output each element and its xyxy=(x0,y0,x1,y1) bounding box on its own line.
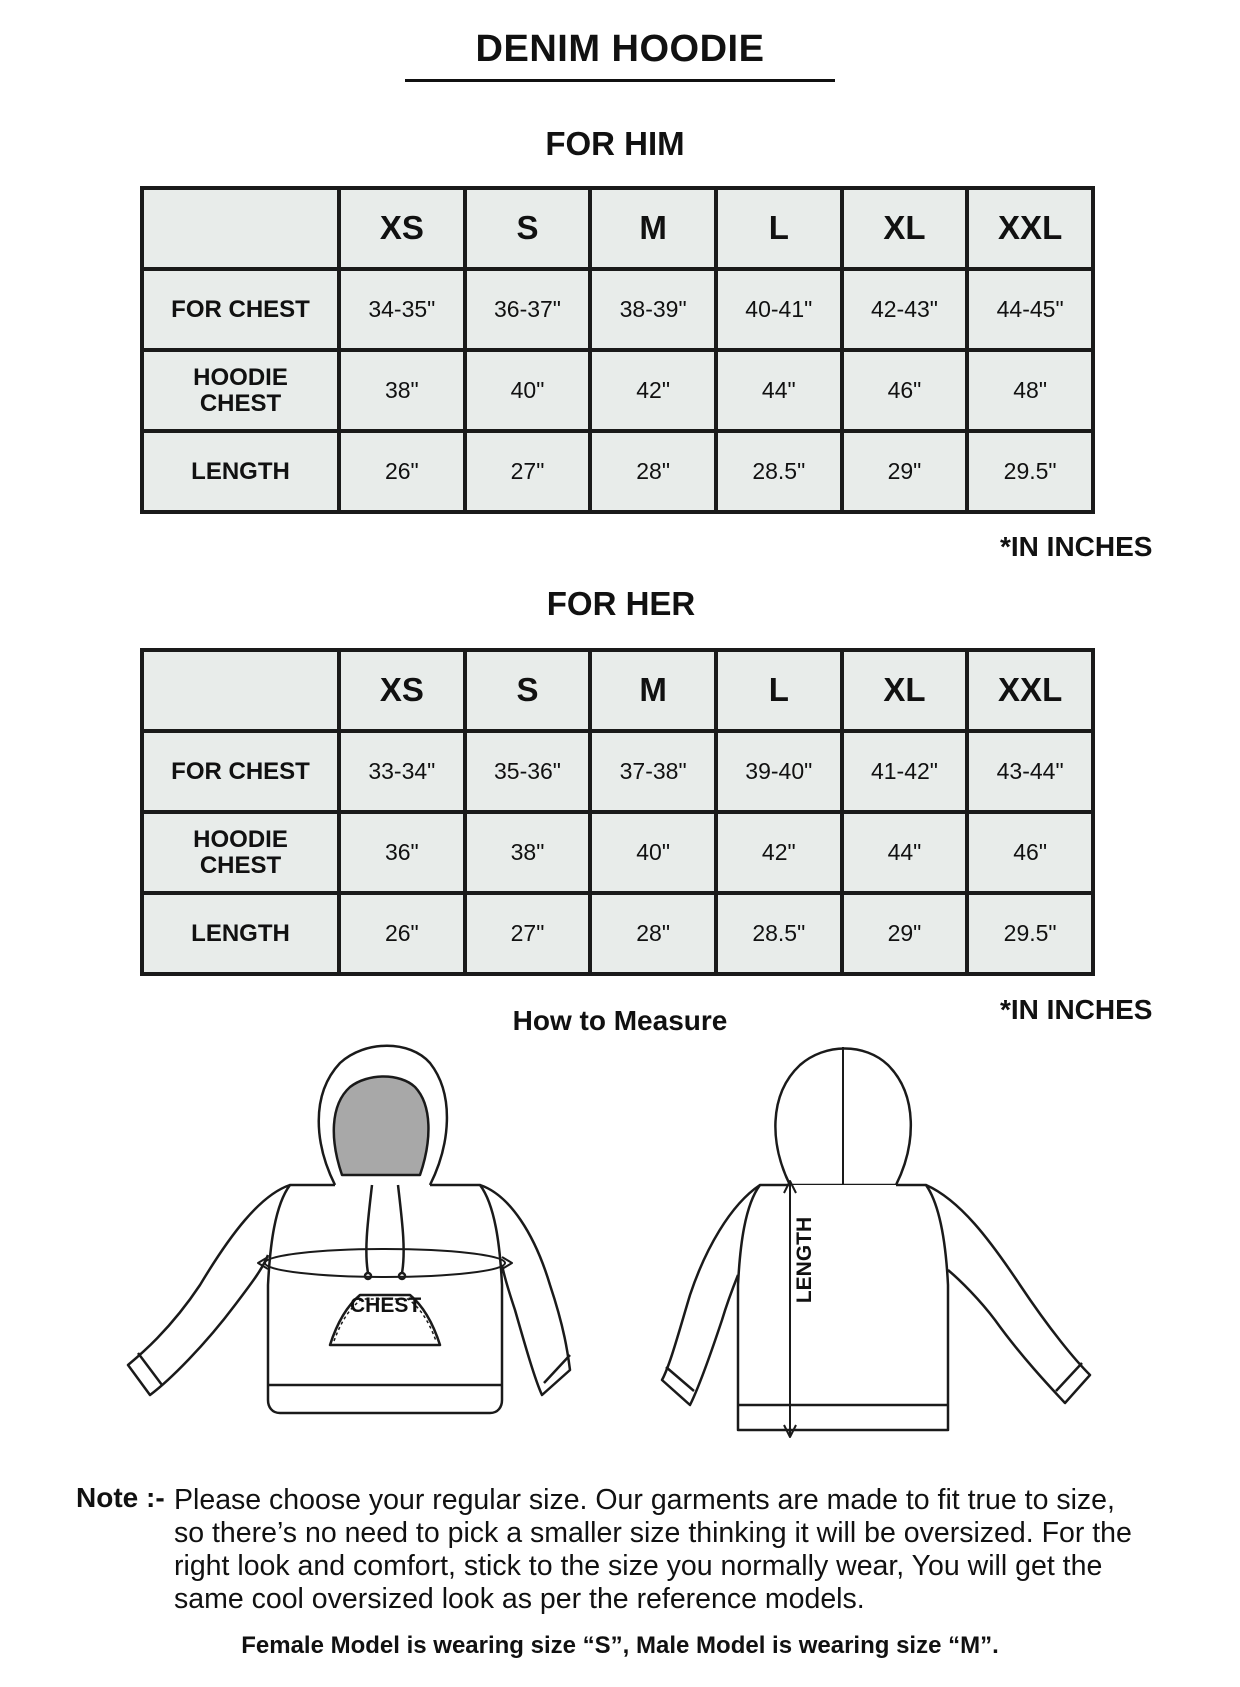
table-cell: 26" xyxy=(339,431,465,512)
table-cell: 39-40" xyxy=(716,731,842,812)
table-cell: 29.5" xyxy=(967,431,1093,512)
table-cell: 28" xyxy=(590,893,716,974)
size-header: XXL xyxy=(967,650,1093,731)
size-header: L xyxy=(716,650,842,731)
table-cell: 27" xyxy=(465,431,591,512)
table-cell: 28.5" xyxy=(716,431,842,512)
length-measure-label: LENGTH xyxy=(793,1216,816,1304)
table-cell: 28" xyxy=(590,431,716,512)
table-cell: 42-43" xyxy=(842,269,968,350)
note-line: Please choose your regular size. Our garments are made to fit true to size, xyxy=(174,1484,1115,1516)
note-line: same cool oversized look as per the reference models. xyxy=(174,1583,865,1615)
table-cell: 29" xyxy=(842,431,968,512)
table-cell: 26" xyxy=(339,893,465,974)
table-header-row xyxy=(142,188,1093,269)
table-cell: 36-37" xyxy=(465,269,591,350)
size-header: L xyxy=(716,188,842,269)
row-label: FOR CHEST xyxy=(142,269,339,350)
table-row xyxy=(142,893,1093,974)
row-label: LENGTH xyxy=(142,893,339,974)
title-underline xyxy=(405,79,835,82)
table-cell: 37-38" xyxy=(590,731,716,812)
size-header: XXL xyxy=(967,188,1093,269)
table-row xyxy=(142,731,1093,812)
table-cell: 36" xyxy=(339,812,465,893)
table-cell: 38-39" xyxy=(590,269,716,350)
table-cell: 43-44" xyxy=(967,731,1093,812)
table-cell: 40-41" xyxy=(716,269,842,350)
table-cell: 29" xyxy=(842,893,968,974)
table-cell: 28.5" xyxy=(716,893,842,974)
table-cell: 46" xyxy=(842,350,968,431)
table-cell: 44" xyxy=(716,350,842,431)
table-cell: 34-35" xyxy=(339,269,465,350)
table-cell: 44-45" xyxy=(967,269,1093,350)
page-title: DENIM HOODIE xyxy=(475,28,765,70)
size-header: XL xyxy=(842,188,968,269)
table-cell: 42" xyxy=(590,350,716,431)
unit-note-him: *IN INCHES xyxy=(1000,531,1153,562)
size-table-him xyxy=(140,186,1095,514)
note-line: right look and comfort, stick to the size you normally wear, You will get the xyxy=(174,1550,1103,1582)
table-row xyxy=(142,812,1093,893)
table-cell: 27" xyxy=(465,893,591,974)
size-header: S xyxy=(465,188,591,269)
table-cell: 29.5" xyxy=(967,893,1093,974)
model-size-footer: Female Model is wearing size “S”, Male Model is wearing size “M”. xyxy=(241,1632,999,1659)
size-header: XS xyxy=(339,650,465,731)
row-label xyxy=(142,812,339,893)
note-line: so there’s no need to pick a smaller size thinking it will be oversized. For the xyxy=(174,1517,1132,1549)
table-cell: 42" xyxy=(716,812,842,893)
header-corner-cell xyxy=(142,188,339,269)
how-to-measure-heading: How to Measure xyxy=(512,1005,728,1036)
size-header: M xyxy=(590,650,716,731)
table-row xyxy=(142,269,1093,350)
size-header: S xyxy=(465,650,591,731)
row-label xyxy=(142,350,339,431)
table-cell: 48" xyxy=(967,350,1093,431)
row-label-line: HOODIE xyxy=(193,364,288,392)
size-header: M xyxy=(590,188,716,269)
table-cell: 38" xyxy=(339,350,465,431)
section-heading-him: FOR HIM xyxy=(545,125,685,162)
note-text xyxy=(174,1484,1174,1616)
header-corner-cell xyxy=(142,650,339,731)
table-cell: 46" xyxy=(967,812,1093,893)
table-cell: 44" xyxy=(842,812,968,893)
size-header: XL xyxy=(842,650,968,731)
table-cell: 35-36" xyxy=(465,731,591,812)
unit-note-her: *IN INCHES xyxy=(1000,994,1153,1025)
table-cell: 40" xyxy=(465,350,591,431)
hoodie-front-illustration xyxy=(110,1035,590,1455)
table-cell: 38" xyxy=(465,812,591,893)
row-label-line: CHEST xyxy=(199,389,282,417)
table-cell: 40" xyxy=(590,812,716,893)
table-cell: 33-34" xyxy=(339,731,465,812)
table-row xyxy=(142,431,1093,512)
row-label: LENGTH xyxy=(142,431,339,512)
note-label: Note :- xyxy=(76,1482,165,1513)
chest-measure-label: CHEST xyxy=(350,1294,422,1317)
table-row xyxy=(142,350,1093,431)
table-header-row xyxy=(142,650,1093,731)
hoodie-back-illustration xyxy=(650,1035,1120,1465)
table-cell: 41-42" xyxy=(842,731,968,812)
row-label: FOR CHEST xyxy=(142,731,339,812)
row-label-line: HOODIE xyxy=(193,826,288,854)
row-label-line: CHEST xyxy=(199,851,282,879)
section-heading-her: FOR HER xyxy=(546,585,696,622)
size-header: XS xyxy=(339,188,465,269)
size-table-her xyxy=(140,648,1095,976)
